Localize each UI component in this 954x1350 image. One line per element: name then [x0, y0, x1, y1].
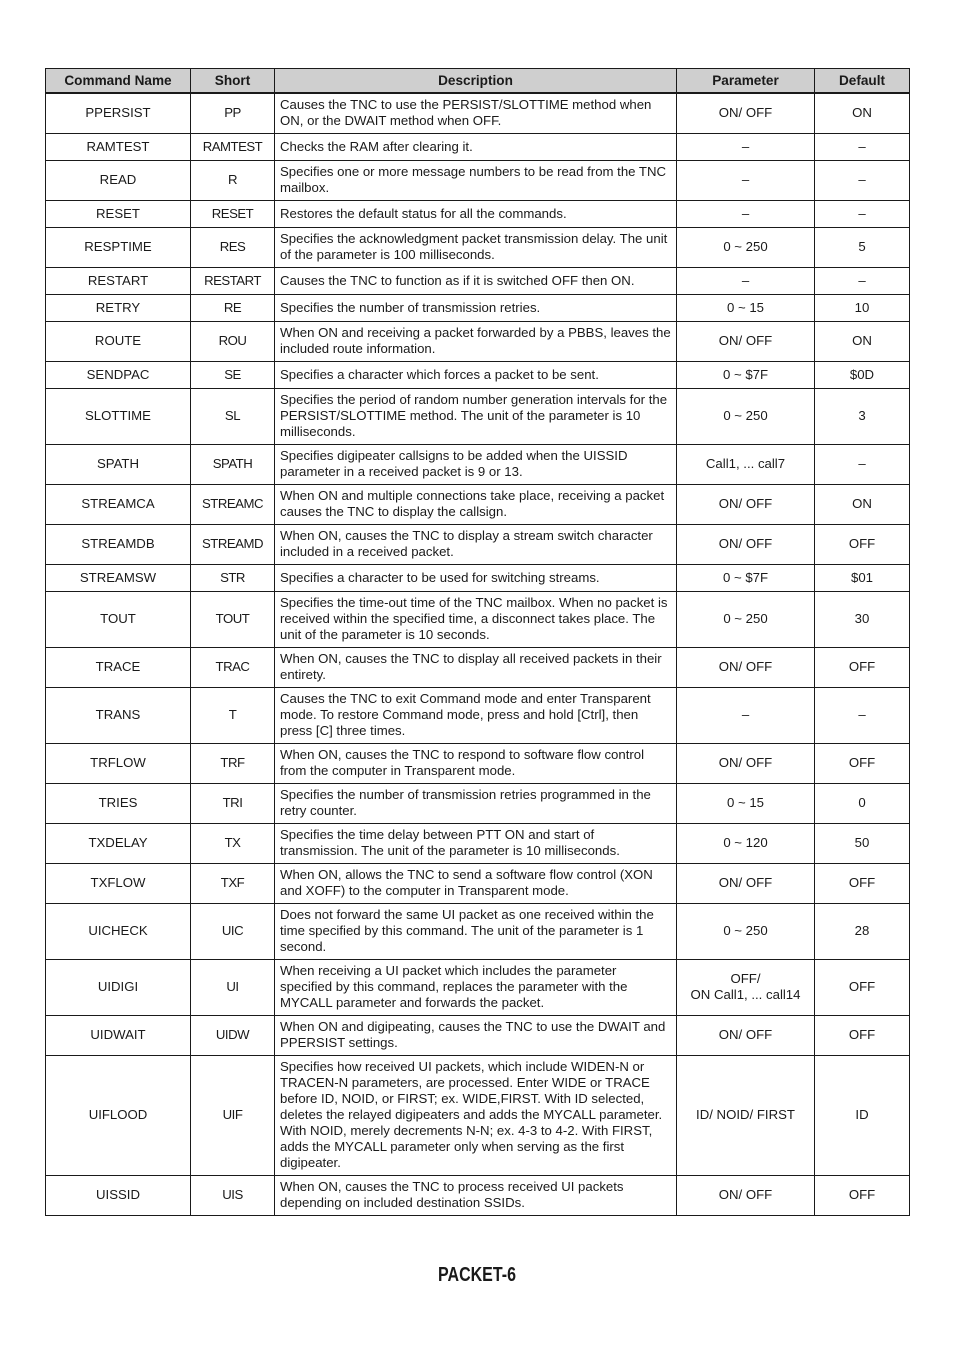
- command-name-cell: UICHECK: [46, 903, 191, 959]
- default-cell: –: [815, 444, 910, 484]
- description-cell: When ON, causes the TNC to respond to software flow control from the computer in Transparent mode.: [275, 743, 677, 783]
- short-cell: UIS: [191, 1175, 275, 1215]
- parameter-cell: 0 ~ 250: [677, 227, 815, 267]
- parameter-cell: 0 ~ $7F: [677, 564, 815, 591]
- description-cell: Specifies the acknowledgment packet transmission delay. The unit of the parameter is 100 milliseconds.: [275, 227, 677, 267]
- command-name-cell: ROUTE: [46, 321, 191, 361]
- command-name-cell: RESET: [46, 200, 191, 227]
- table-row: [46, 444, 910, 484]
- default-cell: 3: [815, 388, 910, 444]
- table-row: [46, 267, 910, 294]
- default-cell: OFF: [815, 1175, 910, 1215]
- description-cell: When ON and receiving a packet forwarded by a PBBS, leaves the included route information.: [275, 321, 677, 361]
- parameter-cell: ON/ OFF: [677, 743, 815, 783]
- parameter-cell: ON/ OFF: [677, 524, 815, 564]
- default-cell: OFF: [815, 647, 910, 687]
- description-cell: Causes the TNC to function as if it is switched OFF then ON.: [275, 267, 677, 294]
- command-name-cell: SPATH: [46, 444, 191, 484]
- table-row: [46, 361, 910, 388]
- table-row: [46, 564, 910, 591]
- command-name-cell: TXFLOW: [46, 863, 191, 903]
- default-cell: OFF: [815, 959, 910, 1015]
- default-cell: ON: [815, 321, 910, 361]
- table-row: [46, 687, 910, 743]
- short-cell: UIC: [191, 903, 275, 959]
- command-name-cell: PPERSIST: [46, 93, 191, 133]
- default-cell: –: [815, 133, 910, 160]
- default-cell: OFF: [815, 524, 910, 564]
- table-row: [46, 484, 910, 524]
- parameter-cell: –: [677, 160, 815, 200]
- table-row: [46, 823, 910, 863]
- parameter-cell: ON/ OFF: [677, 863, 815, 903]
- header-short: Short: [191, 69, 275, 94]
- parameter-cell: –: [677, 267, 815, 294]
- table-row: [46, 783, 910, 823]
- short-cell: PP: [191, 93, 275, 133]
- short-cell: TXF: [191, 863, 275, 903]
- description-cell: When ON, allows the TNC to send a software flow control (XON and XOFF) to the computer in Transparent mode.: [275, 863, 677, 903]
- command-name-cell: STREAMDB: [46, 524, 191, 564]
- parameter-cell: OFF/ ON Call1, ... call14: [677, 959, 815, 1015]
- parameter-cell: 0 ~ 15: [677, 294, 815, 321]
- default-cell: ON: [815, 93, 910, 133]
- description-cell: Specifies the number of transmission retries programmed in the retry counter.: [275, 783, 677, 823]
- parameter-cell: ON/ OFF: [677, 1015, 815, 1055]
- table-row: [46, 93, 910, 133]
- parameter-cell: ID/ NOID/ FIRST: [677, 1055, 815, 1175]
- default-cell: –: [815, 200, 910, 227]
- description-cell: When ON and multiple connections take place, receiving a packet causes the TNC to display the callsign.: [275, 484, 677, 524]
- parameter-cell: Call1, ... call7: [677, 444, 815, 484]
- short-cell: STREAMC: [191, 484, 275, 524]
- command-name-cell: STREAMCA: [46, 484, 191, 524]
- header-description: Description: [275, 69, 677, 94]
- table-row: [46, 1175, 910, 1215]
- command-name-cell: TXDELAY: [46, 823, 191, 863]
- default-cell: 30: [815, 591, 910, 647]
- short-cell: RAMTEST: [191, 133, 275, 160]
- parameter-cell: –: [677, 200, 815, 227]
- table-row: [46, 227, 910, 267]
- description-cell: Restores the default status for all the commands.: [275, 200, 677, 227]
- parameter-cell: 0 ~ 250: [677, 388, 815, 444]
- description-cell: Does not forward the same UI packet as one received within the time specified by this command. The unit of the parameter is 1 second.: [275, 903, 677, 959]
- default-cell: 5: [815, 227, 910, 267]
- description-cell: Specifies one or more message numbers to be read from the TNC mailbox.: [275, 160, 677, 200]
- table-row: [46, 903, 910, 959]
- command-name-cell: READ: [46, 160, 191, 200]
- short-cell: UI: [191, 959, 275, 1015]
- description-cell: When ON, causes the TNC to display a stream switch character included in a received packet.: [275, 524, 677, 564]
- default-cell: OFF: [815, 863, 910, 903]
- command-name-cell: SLOTTIME: [46, 388, 191, 444]
- default-cell: ON: [815, 484, 910, 524]
- parameter-cell: –: [677, 133, 815, 160]
- short-cell: RE: [191, 294, 275, 321]
- header-command-name: Command Name: [46, 69, 191, 94]
- command-name-cell: TRACE: [46, 647, 191, 687]
- command-name-cell: SENDPAC: [46, 361, 191, 388]
- short-cell: UIF: [191, 1055, 275, 1175]
- short-cell: RESET: [191, 200, 275, 227]
- command-name-cell: TOUT: [46, 591, 191, 647]
- description-cell: Specifies a character to be used for switching streams.: [275, 564, 677, 591]
- table-row: [46, 321, 910, 361]
- command-name-cell: TRIES: [46, 783, 191, 823]
- short-cell: RESTART: [191, 267, 275, 294]
- command-name-cell: UIDIGI: [46, 959, 191, 1015]
- parameter-cell: 0 ~ 120: [677, 823, 815, 863]
- page-label: PACKET-6: [438, 1264, 516, 1286]
- table-row: [46, 133, 910, 160]
- short-cell: R: [191, 160, 275, 200]
- description-cell: Causes the TNC to exit Command mode and enter Transparent mode. To restore Command mode, press and hold [Ctrl], then press [C] three times.: [275, 687, 677, 743]
- table-row: [46, 524, 910, 564]
- short-cell: TOUT: [191, 591, 275, 647]
- description-cell: Specifies a character which forces a packet to be sent.: [275, 361, 677, 388]
- table-row: [46, 1015, 910, 1055]
- table-row: [46, 1055, 910, 1175]
- parameter-cell: 0 ~ 15: [677, 783, 815, 823]
- default-cell: $0D: [815, 361, 910, 388]
- short-cell: T: [191, 687, 275, 743]
- short-cell: TRAC: [191, 647, 275, 687]
- short-cell: TRF: [191, 743, 275, 783]
- parameter-cell: 0 ~ 250: [677, 903, 815, 959]
- parameter-cell: ON/ OFF: [677, 647, 815, 687]
- command-name-cell: RETRY: [46, 294, 191, 321]
- command-name-cell: TRANS: [46, 687, 191, 743]
- short-cell: RES: [191, 227, 275, 267]
- short-cell: SPATH: [191, 444, 275, 484]
- description-cell: Checks the RAM after clearing it.: [275, 133, 677, 160]
- default-cell: 0: [815, 783, 910, 823]
- table-row: [46, 160, 910, 200]
- table-row: [46, 388, 910, 444]
- default-cell: OFF: [815, 1015, 910, 1055]
- parameter-cell: 0 ~ 250: [677, 591, 815, 647]
- short-cell: STREAMD: [191, 524, 275, 564]
- table-row: [46, 959, 910, 1015]
- command-name-cell: RESPTIME: [46, 227, 191, 267]
- command-name-cell: UISSID: [46, 1175, 191, 1215]
- short-cell: SE: [191, 361, 275, 388]
- description-cell: Specifies digipeater callsigns to be added when the UISSID parameter in a received packet is 9 or 13.: [275, 444, 677, 484]
- command-name-cell: UIDWAIT: [46, 1015, 191, 1055]
- description-cell: Specifies the number of transmission retries.: [275, 294, 677, 321]
- description-cell: Specifies the period of random number generation intervals for the PERSIST/SLOTTIME method. The unit of the parameter is 10 milliseconds.: [275, 388, 677, 444]
- default-cell: 10: [815, 294, 910, 321]
- command-name-cell: TRFLOW: [46, 743, 191, 783]
- short-cell: TX: [191, 823, 275, 863]
- default-cell: 50: [815, 823, 910, 863]
- parameter-cell: ON/ OFF: [677, 1175, 815, 1215]
- default-cell: OFF: [815, 743, 910, 783]
- table-row: [46, 591, 910, 647]
- description-cell: When receiving a UI packet which includes the parameter specified by this command, replaces the parameter with the MYCALL parameter and forwards the packet.: [275, 959, 677, 1015]
- description-cell: When ON, causes the TNC to display all received packets in their entirety.: [275, 647, 677, 687]
- table-row: [46, 743, 910, 783]
- description-cell: When ON and digipeating, causes the TNC to use the DWAIT and PPERSIST settings.: [275, 1015, 677, 1055]
- short-cell: STR: [191, 564, 275, 591]
- command-table: [45, 68, 910, 1216]
- parameter-cell: ON/ OFF: [677, 321, 815, 361]
- description-cell: Specifies the time delay between PTT ON and start of transmission. The unit of the parameter is 10 milliseconds.: [275, 823, 677, 863]
- command-name-cell: RESTART: [46, 267, 191, 294]
- parameter-cell: 0 ~ $7F: [677, 361, 815, 388]
- table-row: [46, 647, 910, 687]
- short-cell: TRI: [191, 783, 275, 823]
- default-cell: –: [815, 687, 910, 743]
- default-cell: –: [815, 160, 910, 200]
- description-cell: When ON, causes the TNC to process received UI packets depending on included destination SSIDs.: [275, 1175, 677, 1215]
- default-cell: ID: [815, 1055, 910, 1175]
- command-name-cell: UIFLOOD: [46, 1055, 191, 1175]
- parameter-cell: ON/ OFF: [677, 484, 815, 524]
- header-parameter: Parameter: [677, 69, 815, 94]
- header-default: Default: [815, 69, 910, 94]
- short-cell: ROU: [191, 321, 275, 361]
- table-row: [46, 294, 910, 321]
- default-cell: 28: [815, 903, 910, 959]
- description-cell: Causes the TNC to use the PERSIST/SLOTTIME method when ON, or the DWAIT method when OFF.: [275, 93, 677, 133]
- description-cell: Specifies how received UI packets, which include WIDEN-N or TRACEN-N parameters, are processed. Enter WIDE or TRACE before ID, NOID, or FIRST; ex. WIDE,FIRST. With ID selected, deletes the relayed digipeaters and adds the MYCALL parameter. With NOID, merely decrements N-N; ex. 4-3 to 4-2. With FIRST, adds the MYCALL parameter only when serving as the first digipeater.: [275, 1055, 677, 1175]
- table-header: [46, 69, 910, 94]
- parameter-cell: ON/ OFF: [677, 93, 815, 133]
- short-cell: UIDW: [191, 1015, 275, 1055]
- command-name-cell: STREAMSW: [46, 564, 191, 591]
- description-cell: Specifies the time-out time of the TNC mailbox. When no packet is received within the specified time, a disconnect takes place. The unit of the parameter is 10 seconds.: [275, 591, 677, 647]
- short-cell: SL: [191, 388, 275, 444]
- table-body: [46, 93, 910, 1215]
- table-row: [46, 200, 910, 227]
- table-row: [46, 863, 910, 903]
- parameter-cell: –: [677, 687, 815, 743]
- default-cell: $01: [815, 564, 910, 591]
- command-name-cell: RAMTEST: [46, 133, 191, 160]
- default-cell: –: [815, 267, 910, 294]
